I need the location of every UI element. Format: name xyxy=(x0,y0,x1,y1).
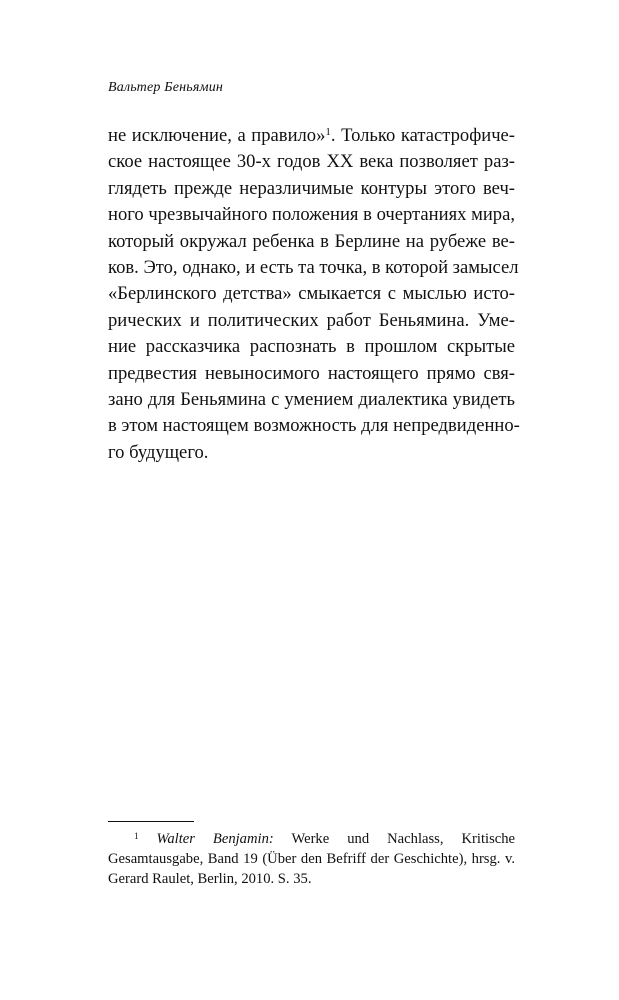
footnote-author: Walter Benjamin: xyxy=(156,831,274,847)
body-line: рических и политических работ Беньямина. Уме- xyxy=(108,309,515,331)
body-line: го будущего. xyxy=(108,441,209,463)
body-line: ние рассказчика распознать в прошлом скрытые xyxy=(108,336,515,358)
body-line-text: не исключение, а правило» xyxy=(108,125,326,146)
body-line: ское настоящее 30-х годов XX века позволяет раз- xyxy=(108,151,515,173)
body-line: в этом настоящем возможность для непредвиденно- xyxy=(108,415,520,437)
body-line xyxy=(108,123,515,149)
footnote-marker: 1 xyxy=(134,831,139,841)
body-line: который окружал ребенка в Берлине на рубеже ве- xyxy=(108,230,515,252)
body-line: зано для Беньямина с умением диалектика увидеть xyxy=(108,388,515,410)
body-line: ков. Это, однако, и есть та точка, в которой замысел xyxy=(108,256,519,278)
running-head: Вальтер Беньямин xyxy=(108,80,224,95)
body-line: «Берлинского детства» смыкается с мыслью исто- xyxy=(108,283,515,305)
footnote xyxy=(108,829,515,889)
footnote-line xyxy=(108,829,515,849)
body-line: глядеть прежде неразличимые контуры этого веч- xyxy=(108,177,515,199)
footnote-line: Gerard Raulet, Berlin, 2010. S. 35. xyxy=(108,871,312,887)
footnote-text: Werke und Nachlass, Kritische xyxy=(273,831,515,847)
body-line-text: . Только катастрофиче- xyxy=(330,125,515,146)
footnote-reference[interactable]: 1 xyxy=(325,126,331,138)
body-line: предвестия невыносимого настоящего прямо свя- xyxy=(108,362,515,384)
footnote-line: Gesamtausgabe, Band 19 (Über den Befriff der Geschichte), hrsg. v. xyxy=(108,851,515,867)
body-text xyxy=(108,123,520,466)
body-line: ного чрезвычайного положения в очертаниях мира, xyxy=(108,204,515,226)
footnote-separator xyxy=(108,821,194,822)
